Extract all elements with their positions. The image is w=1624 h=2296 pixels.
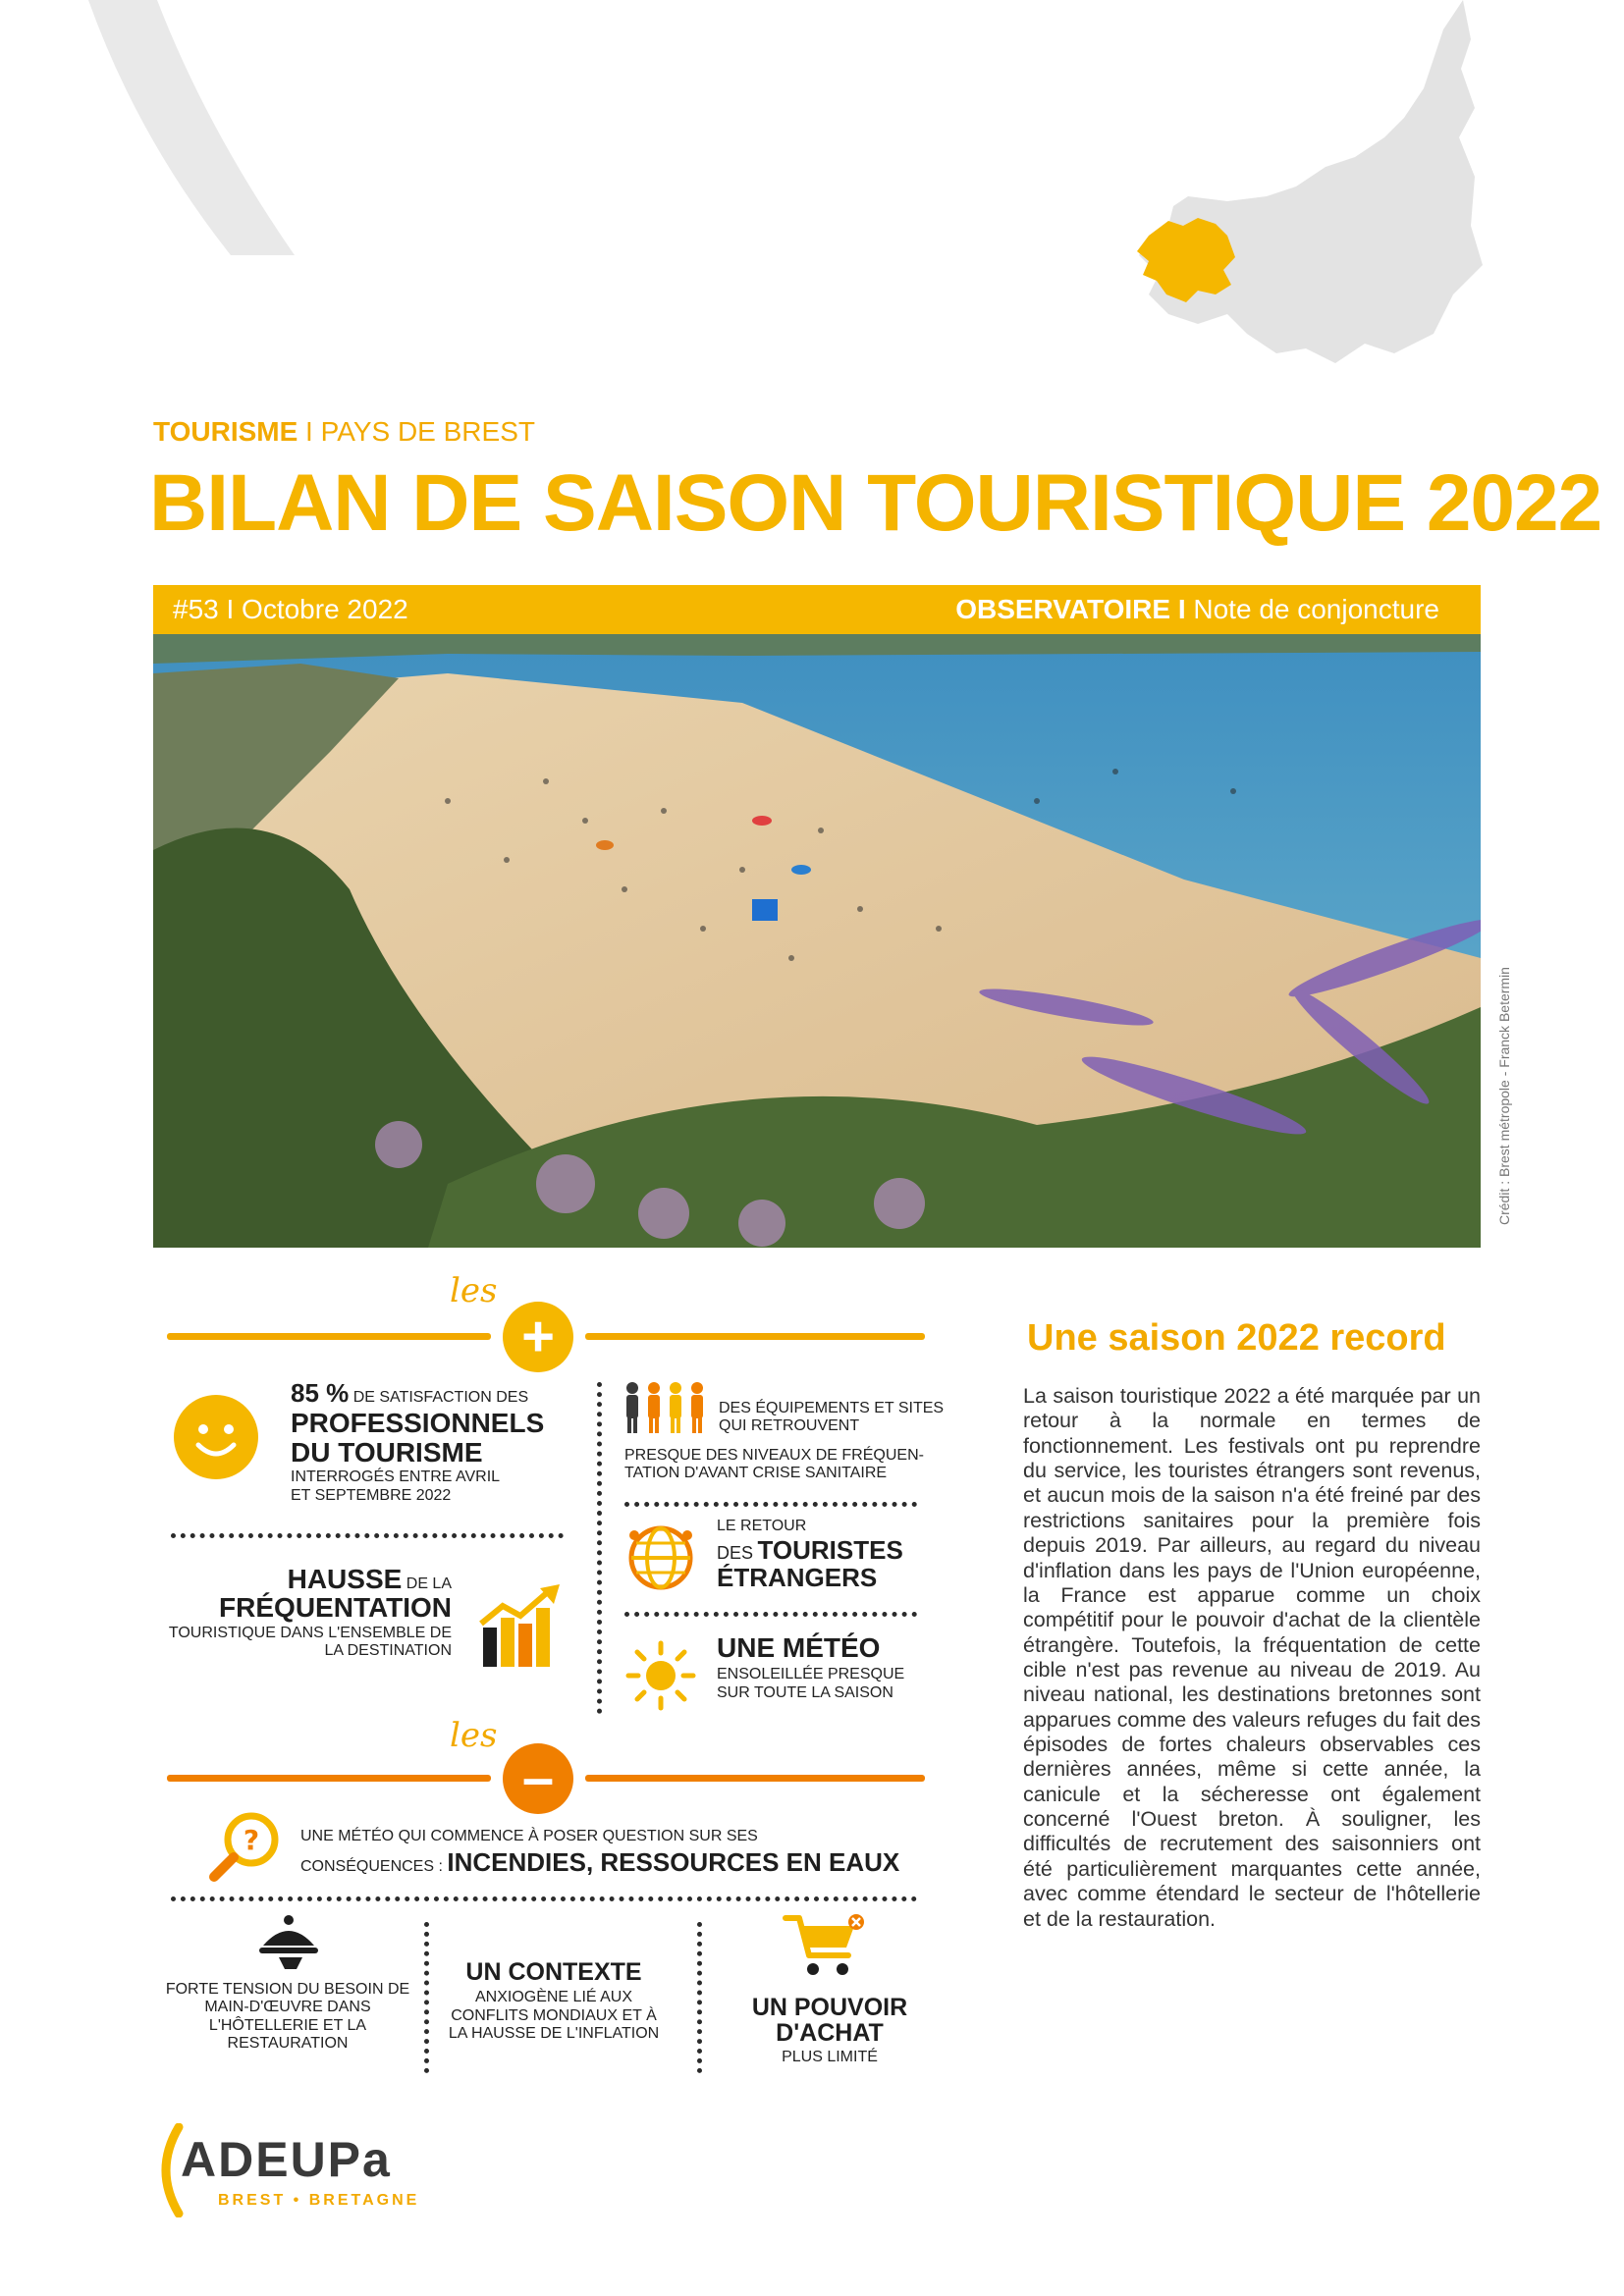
minus-vertical-separator-1 [424,1922,429,2073]
hausse-de: DE LA [402,1575,452,1592]
equipements-text-b: PRESQUE DES NIVEAUX DE FRÉQUEN-TATION D'AVANT CRISE SANITAIRE [624,1447,924,1482]
brittany-map [1129,0,1492,373]
meteo-question-big: INCENDIES, RESSOURCES EN EAUX [447,1847,900,1878]
meteo-small: ENSOLEILLÉE PRESQUE SUR TOUTE LA SAISON [717,1666,905,1701]
pouvoir-big: UN POUVOIR D'ACHAT [751,1994,908,2048]
plus-icon [503,1302,573,1372]
issue-number: #53 I Octobre 2022 [173,594,408,624]
article-body: La saison touristique 2022 a été marquée par un retour à la normale en termes de fonctionnement. Les festivals ont pu reprendre du service, les touristes étrangers sont revenus, et aucun mois de la saison n'a été freiné par des restrictions sanitaires pour la première fois depuis 2019. Par ailleurs, au regard du niveau d'inflation dans les pays de l'Union européenne, la France est apparue comme un choix compétitif pour le pouvoir d'achat de la clientèle étrangère. Toutefois, la fréquentation de cette cible n'est pas revenue au niveau de 2019. Au niveau national, les destinations bretonnes sont apparues comme des valeurs refuges du fait des épisodes de fortes chaleurs observables ces dernières années, même si cette année, la canicule et la sécheresse ont également concerné l'Ouest breton. À souligner, les difficultés de recrutement des saisonniers ont été particulièrement marquantes cette année, avec comme étendard le secteur de l'hôtellerie et de la restauration. [1023,1384,1481,1931]
retour-big: TOURISTES ÉTRANGERS [717,1535,903,1592]
plus-symbol: + [521,1305,555,1368]
plus-divider-dots-right-2 [624,1612,917,1617]
people-icon [623,1380,711,1437]
photo-credit-text: Crédit : Brest métropole - Franck Betermin [1496,967,1512,1225]
svg-text:?: ? [243,1824,260,1856]
plus-vertical-separator [597,1382,602,1714]
retour-block [717,1518,952,1591]
equipements-text-a: DES ÉQUIPEMENTS ET SITES QUI RETROUVENT [719,1400,945,1435]
minus-vertical-separator-2 [697,1922,702,2073]
hausse-block [167,1565,452,1661]
beach-photo [153,634,1481,1248]
cloche-icon [257,1912,320,1971]
document-kicker [153,416,535,448]
plus-divider-left [167,1333,491,1340]
plus-divider-dots-right-1 [624,1502,917,1507]
retour-small: LE RETOUR [717,1518,807,1534]
smiley-icon [173,1394,259,1480]
series-bold: OBSERVATOIRE I [955,594,1186,624]
meteo-question-block [300,1828,929,1877]
meteo-big: UNE MÉTÉO [717,1632,881,1663]
meteo-block [717,1633,952,1702]
photo-credit [1485,942,1514,1237]
globe-icon [624,1522,697,1594]
kicker-area: I PAYS DE BREST [298,416,535,447]
satisfaction-pre: DE SATISFACTION DES [349,1389,529,1406]
minus-symbol: – [521,1746,555,1810]
hausse-big: HAUSSE [287,1564,403,1594]
pouvoir-block [727,1995,933,2066]
adeupa-logo [147,2123,442,2221]
minus-divider-dots [171,1896,917,1901]
hausse-small: TOURISTIQUE DANS L'ENSEMBLE DE LA DESTINATION [168,1624,452,1660]
contexte-small: ANXIOGÈNE LIÉ AUX CONFLITS MONDIAUX ET À LA HAUSSE DE L'INFLATION [448,1989,660,2043]
issue-bar [153,585,1481,634]
minus-divider-right [585,1775,925,1782]
plus-divider-right [585,1333,925,1340]
sun-icon [624,1639,697,1712]
logo-subtitle: BREST • BRETAGNE [218,2192,420,2209]
question-magnifier-icon [208,1808,283,1883]
growth-chart-icon [479,1584,564,1667]
plus-section-label: les [450,1271,498,1310]
minus-divider-left [167,1775,491,1782]
tension-text: FORTE TENSION DU BESOIN DE MAIN-D'ŒUVRE DANS L'HÔTELLERIE ET LA RESTAURATION [165,1981,410,2053]
retour-des: DES [717,1543,754,1564]
satisfaction-small: INTERROGÉS ENTRE AVRIL ET SEPTEMBRE 2022 [291,1468,500,1504]
satisfaction-big: PROFESSIONNELS DU TOURISME [291,1408,545,1468]
frequentation-big: FRÉQUENTATION [219,1592,452,1624]
plus-divider-dots-left [171,1533,564,1538]
minus-section-label: les [450,1716,498,1755]
satisfaction-block [291,1380,585,1505]
contexte-big: UN CONTEXTE [465,1958,642,1986]
meteo-question-small: UNE MÉTÉO QUI COMMENCE À POSER QUESTION SUR SES [300,1828,758,1844]
series-label [955,594,1439,625]
contexte-block [440,1959,668,2043]
logo-name: ADEUPa [181,2132,392,2187]
satisfaction-percent: 85 % [291,1378,350,1408]
header-swoosh-decoration [0,0,314,255]
brittany-region-shape [1139,0,1483,363]
shopping-cart-icon [782,1912,870,1987]
kicker-theme: TOURISME [153,416,298,447]
minus-icon [503,1743,573,1814]
pouvoir-small: PLUS LIMITÉ [782,2048,878,2065]
series-rest: Note de conjoncture [1185,594,1439,624]
article-heading: Une saison 2022 record [1027,1317,1446,1359]
page-title: BILAN DE SAISON TOURISTIQUE 2022 [149,458,1602,548]
meteo-question-small2: CONSÉQUENCES : [300,1858,443,1876]
